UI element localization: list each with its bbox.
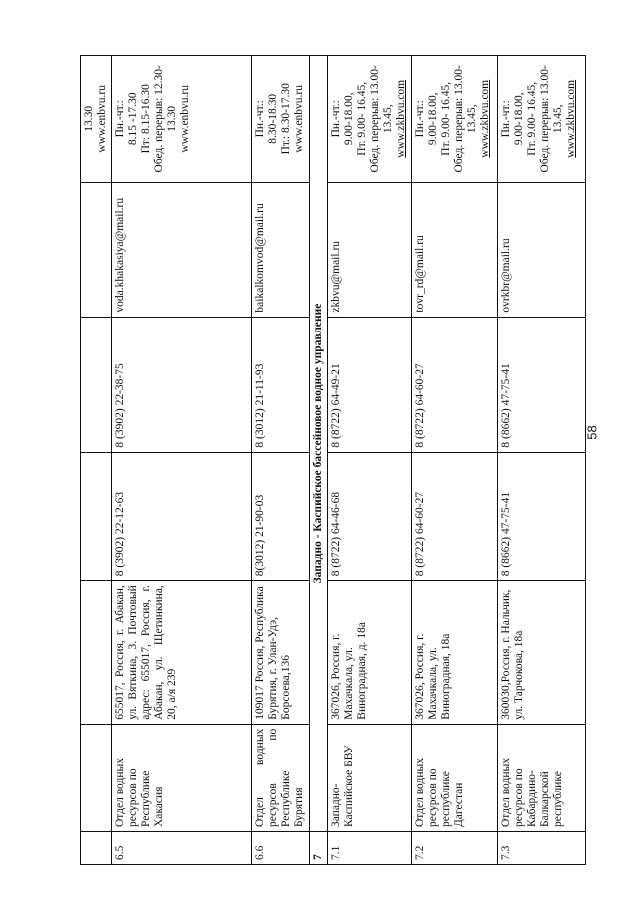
org-name: Западно-Каспийское БВУ — [328, 724, 412, 831]
org-phone: 8 (3902) 22-12-63 — [112, 452, 252, 581]
section-title: Западно - Каспийское бассейновое водное управление — [310, 56, 328, 832]
org-fax: 8 (8722) 64-60-27 — [412, 317, 498, 452]
org-address: 360030,Россия, г. Нальчик, ул. Тарчокова, 18а — [498, 581, 586, 725]
org-hours: Пн.-чт.: 9.00-18.00, Пт. 9.00- 16.45, Обед. перерыв: 13.00-13.45, www.zkbvu.com — [412, 56, 498, 183]
org-fax: 8 (8722) 64-49-21 — [328, 317, 412, 452]
section-number: 7 — [310, 832, 328, 865]
org-address: 367026, Россия, г. Махачкала, ул. Виноградная, д. 18а — [328, 581, 412, 725]
org-fax: 8 (3902) 22-38-75 — [112, 317, 252, 452]
org-phone: 8 (8662) 47-75-41 — [498, 452, 586, 581]
page-number: 58 — [584, 425, 600, 440]
org-hours: 13.30 www.enbvu.ru — [81, 56, 112, 183]
org-email: baikalkomvod@mail.ru — [252, 182, 310, 317]
rotated-page — [80, 55, 577, 865]
org-address: 367026, Россия, г. Махачкала, ул. Виноградная, 18а — [412, 581, 498, 725]
row-number: 6.5 — [112, 832, 252, 865]
org-hours: Пн.-чт.: 9.00-18.00, Пт. 9.00- 16.45, Обед. перерыв: 13.00-13.45, www.zkbvu.com — [328, 56, 412, 183]
row-number: 7.2 — [412, 832, 498, 865]
org-hours: Пн.-чт.: 8.15 -17.30 Пт: 8.15-16.30 Обед. перерыв: 12.30-13.30 www.enbvu.ru — [112, 56, 252, 183]
table-row — [81, 56, 112, 865]
website-link[interactable]: www.zkbvu.com — [565, 79, 577, 158]
table-row — [112, 56, 252, 865]
org-email — [81, 182, 112, 317]
table-row — [252, 56, 310, 865]
table-row — [498, 56, 586, 865]
website-link[interactable]: www.zkbvu.com — [479, 79, 491, 158]
org-fax — [81, 317, 112, 452]
org-address: 655017, Россия, г. Абакан, ул. Вяткина, 3. Почтовый адрес: 655017, Россия, г. Абакан, ул. Щетинкина, 20, а/я 239 — [112, 581, 252, 725]
org-name — [81, 724, 112, 831]
section-row — [310, 56, 328, 865]
org-phone: 8 (8722) 64-60-27 — [412, 452, 498, 581]
row-number: 6.6 — [252, 832, 310, 865]
org-email: tovr_rd@mail.ru — [412, 182, 498, 317]
contacts-table — [80, 55, 586, 865]
org-fax: 8 (8662) 47-75-41 — [498, 317, 586, 452]
website-link[interactable]: www.zkbvu.com — [395, 79, 407, 158]
table-row — [328, 56, 412, 865]
org-address: 109017 Россия, Республика Бурятия, г. Улан-Удэ, Борсоева,136 — [252, 581, 310, 725]
org-name: Отдел водных ресурсов по Республике Хакасия — [112, 724, 252, 831]
org-email: zkbvu@mail.ru — [328, 182, 412, 317]
org-address — [81, 581, 112, 725]
org-name: Отдел водных ресурсов по Кабардино-Балкарской республике — [498, 724, 586, 831]
org-email: voda.khakasiya@mail.ru — [112, 182, 252, 317]
row-number: 7.3 — [498, 832, 586, 865]
org-phone: 8 (8722) 64-46-68 — [328, 452, 412, 581]
table-row — [412, 56, 498, 865]
row-number — [81, 832, 112, 865]
org-name: Отдел водных ресурсов по республике Дагестан — [412, 724, 498, 831]
org-phone — [81, 452, 112, 581]
row-number: 7.1 — [328, 832, 412, 865]
org-name: Отдел водных ресурсов по Республике Бурятия — [252, 724, 310, 831]
org-email: ovrkbr@mail.ru — [498, 182, 586, 317]
org-fax: 8 (3012) 21-11-93 — [252, 317, 310, 452]
org-hours: Пн.-чт.: 9.00-18.00, Пт. 9.00- 16.45, Обед. перерыв: 13.00-13.45, www.zkbvu.com — [498, 56, 586, 183]
org-hours: Пн.-чт.: 8.30-18.30 Пт.: 8.30-17.30 www.enbvu.ru — [252, 56, 310, 183]
org-phone: 8(3012) 21-90-03 — [252, 452, 310, 581]
